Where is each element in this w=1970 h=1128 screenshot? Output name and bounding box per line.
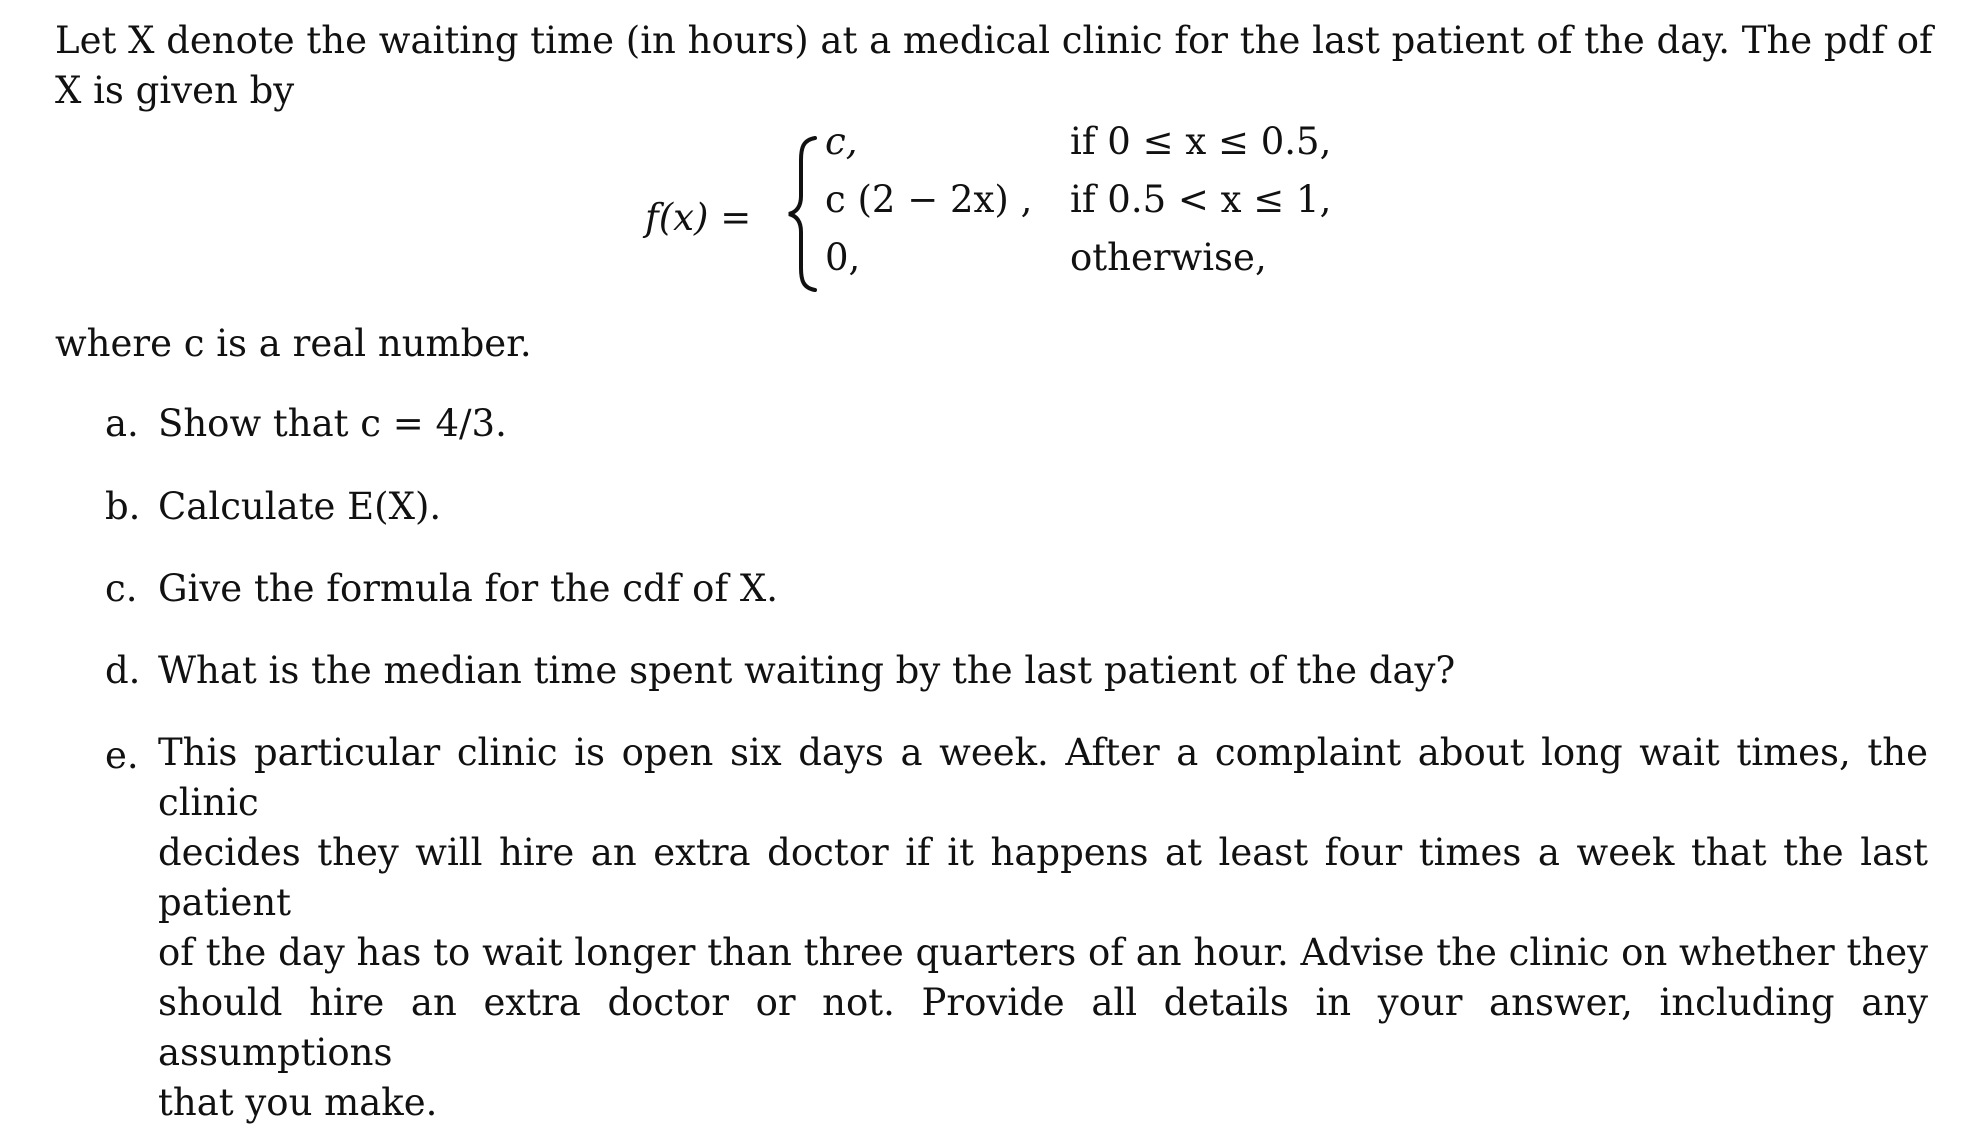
question-e-line-1: This particular clinic is open six days a week. After a complaint about long wait times, the clinic — [158, 731, 1928, 824]
pdf-formula — [645, 120, 1345, 300]
question-b-text: Calculate E(X). — [158, 485, 442, 528]
pdf-lhs: f(x) = — [645, 196, 752, 239]
case-3-expr: 0, — [825, 236, 861, 279]
question-c-label: c. — [105, 567, 138, 610]
case-1-expr: c, — [825, 120, 858, 163]
case-3-cond: otherwise, — [1070, 236, 1267, 279]
question-e-line-2: decides they will hire an extra doctor if it happens at least four times a week that the last patient — [158, 831, 1928, 924]
question-a-label: a. — [105, 402, 139, 445]
question-b-label: b. — [105, 485, 141, 528]
where-line: where c is a real number. — [55, 322, 532, 365]
left-brace-icon — [785, 134, 821, 294]
question-d-label: d. — [105, 649, 141, 692]
case-2-cond: if 0.5 < x ≤ 1, — [1070, 178, 1332, 221]
intro-line-1: Let X denote the waiting time (in hours) at a medical clinic for the last patient of the day. The pdf of — [55, 19, 1933, 62]
question-c-text: Give the formula for the cdf of X. — [158, 567, 779, 610]
question-e-label: e. — [105, 734, 139, 777]
question-e-text — [158, 728, 1928, 1128]
intro-line-2: X is given by — [55, 69, 295, 112]
question-a-text: Show that c = 4/3. — [158, 402, 507, 445]
question-d-text: What is the median time spent waiting by the last patient of the day? — [158, 649, 1456, 692]
case-2-expr: c (2 − 2x) , — [825, 178, 1033, 221]
case-1-cond: if 0 ≤ x ≤ 0.5, — [1070, 120, 1332, 163]
question-e-line-5: that you make. — [158, 1081, 438, 1124]
question-e-line-4: should hire an extra doctor or not. Provide all details in your answer, including any assumptions — [158, 981, 1928, 1074]
question-e-line-3: of the day has to wait longer than three quarters of an hour. Advise the clinic on whether they — [158, 931, 1928, 974]
